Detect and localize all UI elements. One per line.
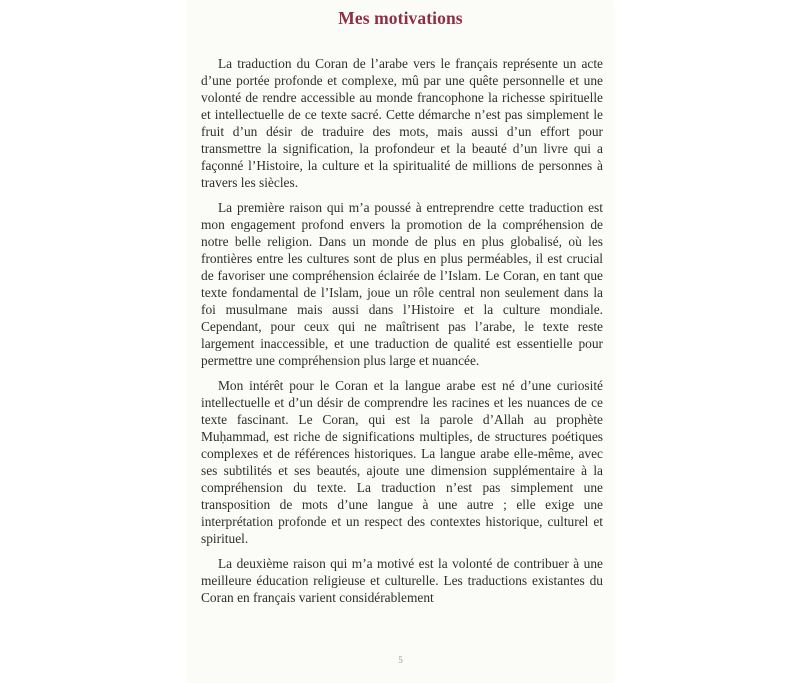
paragraph-2: La première raison qui m’a poussé à entreprendre cette traduction est mon engagement profond envers la promotion de la compréhension de notre belle religion. Dans un monde de plus en plus globalisé, où les frontières entre les cultures sont de plus en plus perméables, il est crucial de favoriser une compréhension éclairée de l’Islam. Le Coran, en tant que texte fondamental de l’Islam, joue un rôle central non seulement dans la foi musulmane mais aussi dans l’Histoire et la culture mondiale. Cependant, pour ceux qui ne maîtrisent pas l’arabe, le texte reste largement inaccessible, et une traduction de qualité est essentielle pour permettre une compréhension plus large et nuancée.	[201, 200, 603, 368]
paragraph-3: Mon intérêt pour le Coran et la langue arabe est né d’une curiosité intellectuelle et d’un désir de comprendre les racines et les nuances de ce texte fascinant. Le Coran, qui est la parole d’Allah au prophète Muḥammad, est riche de significations multiples, de structures poétiques complexes et de références historiques. La langue arabe elle-même, avec ses subtilités et ses beautés, ajoute une dimension supplémentaire à la compréhension du texte. La traduction n’est pas simplement une transposition de mots d’une langue à une autre ; elle exige une interprétation profonde et un respect des contextes historique, culturel et spirituel.	[201, 378, 603, 546]
chapter-title: Mes motivations	[338, 8, 463, 28]
book-page	[188, 0, 613, 683]
page-number: 5	[398, 655, 403, 665]
body-text	[201, 55, 603, 614]
paragraph-4: La deuxième raison qui m’a motivé est la volonté de contribuer à une meilleure éducation religieuse et culturelle. Les traductions existantes du Coran en français varient considérablement	[201, 556, 603, 605]
paragraph-1: La traduction du Coran de l’arabe vers le français représente un acte d’une portée profonde et complexe, mû par une quête personnelle et une volonté de rendre accessible au monde francophone la richesse spirituelle et intellectuelle de ce texte sacré. Cette démarche n’est pas simplement le fruit d’un désir de traduire des mots, mais aussi d’un effort pour transmettre la signification, la profondeur et la beauté d’un livre qui a façonné l’Histoire, la culture et la spiritualité de millions de personnes à travers les siècles.	[201, 56, 603, 190]
